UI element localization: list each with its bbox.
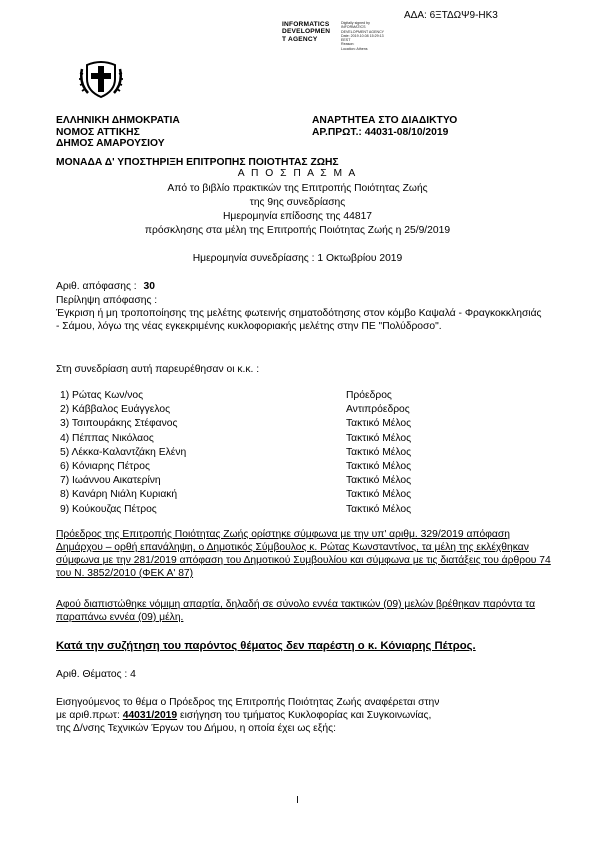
- stamp-line: DEVELOPMEN: [282, 28, 331, 36]
- member-name: 4) Πέππας Νικόλαος: [60, 432, 154, 444]
- member-row: [60, 403, 411, 417]
- member-row: [60, 432, 411, 446]
- unit-title: ΜΟΝΑΔΑ Δ' ΥΠΟΣΤΗΡΙΞΗ ΕΠΙΤΡΟΠΗΣ ΠΟΙΟΤΗΤΑΣ ΖΩΗΣ: [56, 157, 339, 168]
- issuer-line: ΔΗΜΟΣ ΑΜΑΡΟΥΣΙΟΥ: [56, 138, 165, 149]
- member-role: Τακτικό Μέλος: [346, 432, 412, 444]
- stamp-fine-line: Reason:: [341, 42, 355, 47]
- member-role: Τακτικό Μέλος: [346, 489, 412, 501]
- member-role: Αντιπρόεδρος: [346, 404, 410, 416]
- issuer-block: [56, 115, 180, 150]
- decision-number-value: 30: [143, 281, 155, 292]
- chair-appointment-paragraph: Πρόεδρος της Επιτροπής Ποιότητας Ζωής ορίστηκε σύμφωνα με την υπ' αριθμ. 329/2019 απόφαση Δημάρχου – ορθή επανάληψη, ο Δημοτικός Σύμβουλος κ. Ρώτας Κωνσταντίνος, τα μέλη της εκλέχθηκαν σύμφωνα με την 281/2019 απόφαση του Δημοτικού Συμβουλίου και σύμφωνα με τις διατάξεις του άρθρου 74 του Ν. 3852/2010 (ΦΕΚ Α' 87): [56, 529, 551, 579]
- extract-line: Από το βιβλίο πρακτικών της Επιτροπής Ποιότητας Ζωής: [167, 183, 428, 194]
- member-name: 9) Κούκουζας Πέτρος: [60, 503, 157, 515]
- protocol-reference: 44031/2019: [122, 710, 178, 721]
- subject-number: Αριθ. Θέματος : 4: [56, 669, 136, 680]
- absence-note: Κατά την συζήτηση του παρόντος θέματος δεν παρέστη ο κ. Κόνιαρης Πέτρος.: [56, 640, 476, 652]
- meeting-date: Ημερομηνία συνεδρίασης : 1 Οκτωβρίου 2019: [192, 253, 403, 264]
- member-name: 7) Ιωάννου Αικατερίνη: [60, 475, 161, 487]
- stamp-fine-line: EEST: [341, 38, 351, 43]
- intro-text: εισήγηση του τμήματος Κυκλοφορίας και Συγκοινωνίας,: [177, 710, 432, 721]
- member-role: Τακτικό Μέλος: [346, 446, 412, 458]
- extract-title: Α Π Ο Σ Π Α Σ Μ Α: [237, 168, 358, 179]
- extract-line: Ημερομηνία επίδοσης της 44817: [222, 211, 373, 222]
- stamp-line: T AGENCY: [282, 35, 318, 43]
- member-row: [60, 389, 411, 403]
- member-name: 1) Ρώτας Κων/νος: [60, 390, 144, 401]
- member-row: [60, 417, 411, 431]
- stamp-fine-print: [341, 21, 401, 51]
- stamp-fine-line: Date: 2019.10.08 15:29:13: [341, 33, 384, 38]
- quorum-paragraph: Αφού διαπιστώθηκε νόμιμη απαρτία, δηλαδή σε σύνολο εννέα τακτικών (09) μελών βρέθηκαν παρόντα τα παραπάνω εννέα (09) μέλη.: [56, 599, 536, 623]
- stamp-fine-line: Digitally signed by: [341, 21, 370, 25]
- intro-line: Εισηγούμενος το θέμα ο Πρόεδρος της Επιτροπής Ποιότητας Ζωής αναφέρεται στην: [56, 697, 440, 708]
- member-role: Τακτικό Μέλος: [346, 503, 412, 515]
- member-role: Τακτικό Μέλος: [346, 475, 412, 487]
- member-name: 2) Κάββαλος Ευάγγελος: [60, 404, 171, 416]
- member-row: [60, 503, 411, 517]
- protocol-number: ΑΡ.ΠΡΩΤ.: 44031-08/10/2019: [312, 126, 449, 138]
- decision-number-label: Αριθ. απόφασης :: [56, 281, 137, 292]
- page-number: I: [296, 795, 299, 806]
- member-row: [60, 488, 411, 502]
- member-name: 3) Τσιπουράκης Στέφανος: [60, 418, 178, 430]
- member-row: [60, 474, 411, 488]
- issuer-line: ΝΟΜΟΣ ΑΤΤΙΚΗΣ: [56, 126, 140, 138]
- publication-block: [312, 115, 457, 138]
- intro-text: με αριθ.πρωτ:: [56, 710, 123, 721]
- member-role: Πρόεδρος: [346, 390, 392, 401]
- decision-summary: Έγκριση ή μη τροποποίησης της μελέτης φωτεινής σηματοδότησης στον κόμβο Καψαλά - Φραγκοκκλησιάς - Σάμου, λόγω της νέας εγκεκριμένης κυκλοφοριακής μελέτης στην ΠΕ "Πολύδροσο".: [56, 308, 542, 332]
- intro-line: της Δ/νσης Τεχνικών Έργων του Δήμου, η οποία έχει ως εξής:: [56, 723, 336, 734]
- stamp-fine-line: DEVELOPMENT AGENCY: [341, 29, 385, 34]
- stamp-fine-line: INFORMATICS: [341, 25, 366, 30]
- publication-line: ΑΝΑΡΤΗΤΕΑ ΣΤΟ ΔΙΑΔΙΚΤΥΟ: [312, 115, 458, 126]
- extract-line: της 9ης συνεδρίασης: [249, 197, 346, 208]
- intro-line: [56, 709, 551, 722]
- greek-coat-of-arms-icon: [78, 55, 124, 101]
- member-name: 5) Λέκκα-Καλαντζάκη Ελένη: [60, 446, 187, 458]
- members-table: [60, 389, 411, 517]
- stamp-fine-line: Location: Athens: [341, 46, 368, 51]
- member-role: Τακτικό Μέλος: [346, 461, 412, 473]
- digital-signature-stamp: [282, 21, 330, 43]
- summary-label: Περίληψη απόφασης :: [56, 295, 158, 306]
- ada-code: ΑΔΑ: 6ΞΤΔΩΨ9-ΗΚ3: [404, 10, 498, 21]
- member-name: 8) Κανάρη Νιάλη Κυριακή: [60, 489, 178, 501]
- member-name: 6) Κόνιαρης Πέτρος: [60, 461, 150, 473]
- issuer-line: ΕΛΛΗΝΙΚΗ ΔΗΜΟΚΡΑΤΙΑ: [56, 115, 180, 126]
- attendance-intro: Στη συνεδρίαση αυτή παρευρέθησαν οι κ.κ. :: [56, 364, 260, 375]
- decision-number: [56, 280, 155, 293]
- extract-line: πρόσκλησης στα μέλη της Επιτροπής Ποιότητας Ζωής η 25/9/2019: [144, 225, 451, 236]
- stamp-line: INFORMATICS: [282, 21, 330, 28]
- member-row: [60, 460, 411, 474]
- member-row: [60, 446, 411, 460]
- member-role: Τακτικό Μέλος: [346, 418, 412, 430]
- introduction-paragraph: [56, 696, 551, 735]
